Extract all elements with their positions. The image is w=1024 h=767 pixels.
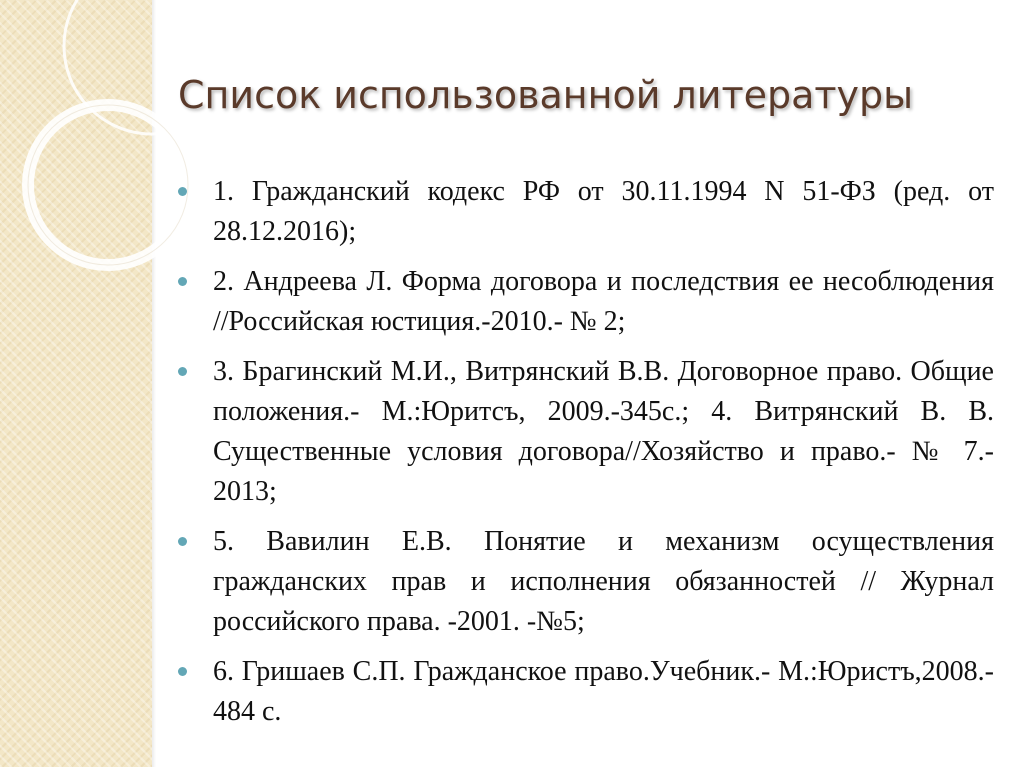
list-item [178, 172, 994, 252]
list-item-text: 2. Андреева Л. Форма договора и последствия ее несоблюдения //Российская юстиция.-2010.- № 2; [213, 266, 994, 337]
list-item-text: 3. Брагинский М.И., Витрянский В.В. Договорное право. Общие положения.- М.:Юритсъ, 2009.-345с.; 4. Витрянский В. В. Существенные условия договора//Хозяйство и право.- № 7.- 2013; [213, 356, 994, 507]
list-item [178, 352, 994, 512]
bullet-icon [178, 277, 187, 286]
list-item-text: 1. Гражданский кодекс РФ от 30.11.1994 N 51-ФЗ (ред. от 28.12.2016); [213, 176, 994, 247]
list-item [178, 652, 994, 732]
bullet-icon [178, 187, 187, 196]
list-item [178, 522, 994, 642]
bibliography-list [178, 172, 994, 742]
slide-title: Список использованной литературы [178, 73, 914, 117]
bullet-icon [178, 367, 187, 376]
list-item [178, 262, 994, 342]
list-item-text: 6. Гришаев С.П. Гражданское право.Учебник.- М.:Юристъ,2008.- 484 с. [213, 656, 994, 727]
list-item-text: 5. Вавилин Е.В. Понятие и механизм осуществления гражданских прав и исполнения обязанностей // Журнал российского права. -2001. -№5; [213, 526, 994, 637]
bullet-icon [178, 667, 187, 676]
bullet-icon [178, 537, 187, 546]
